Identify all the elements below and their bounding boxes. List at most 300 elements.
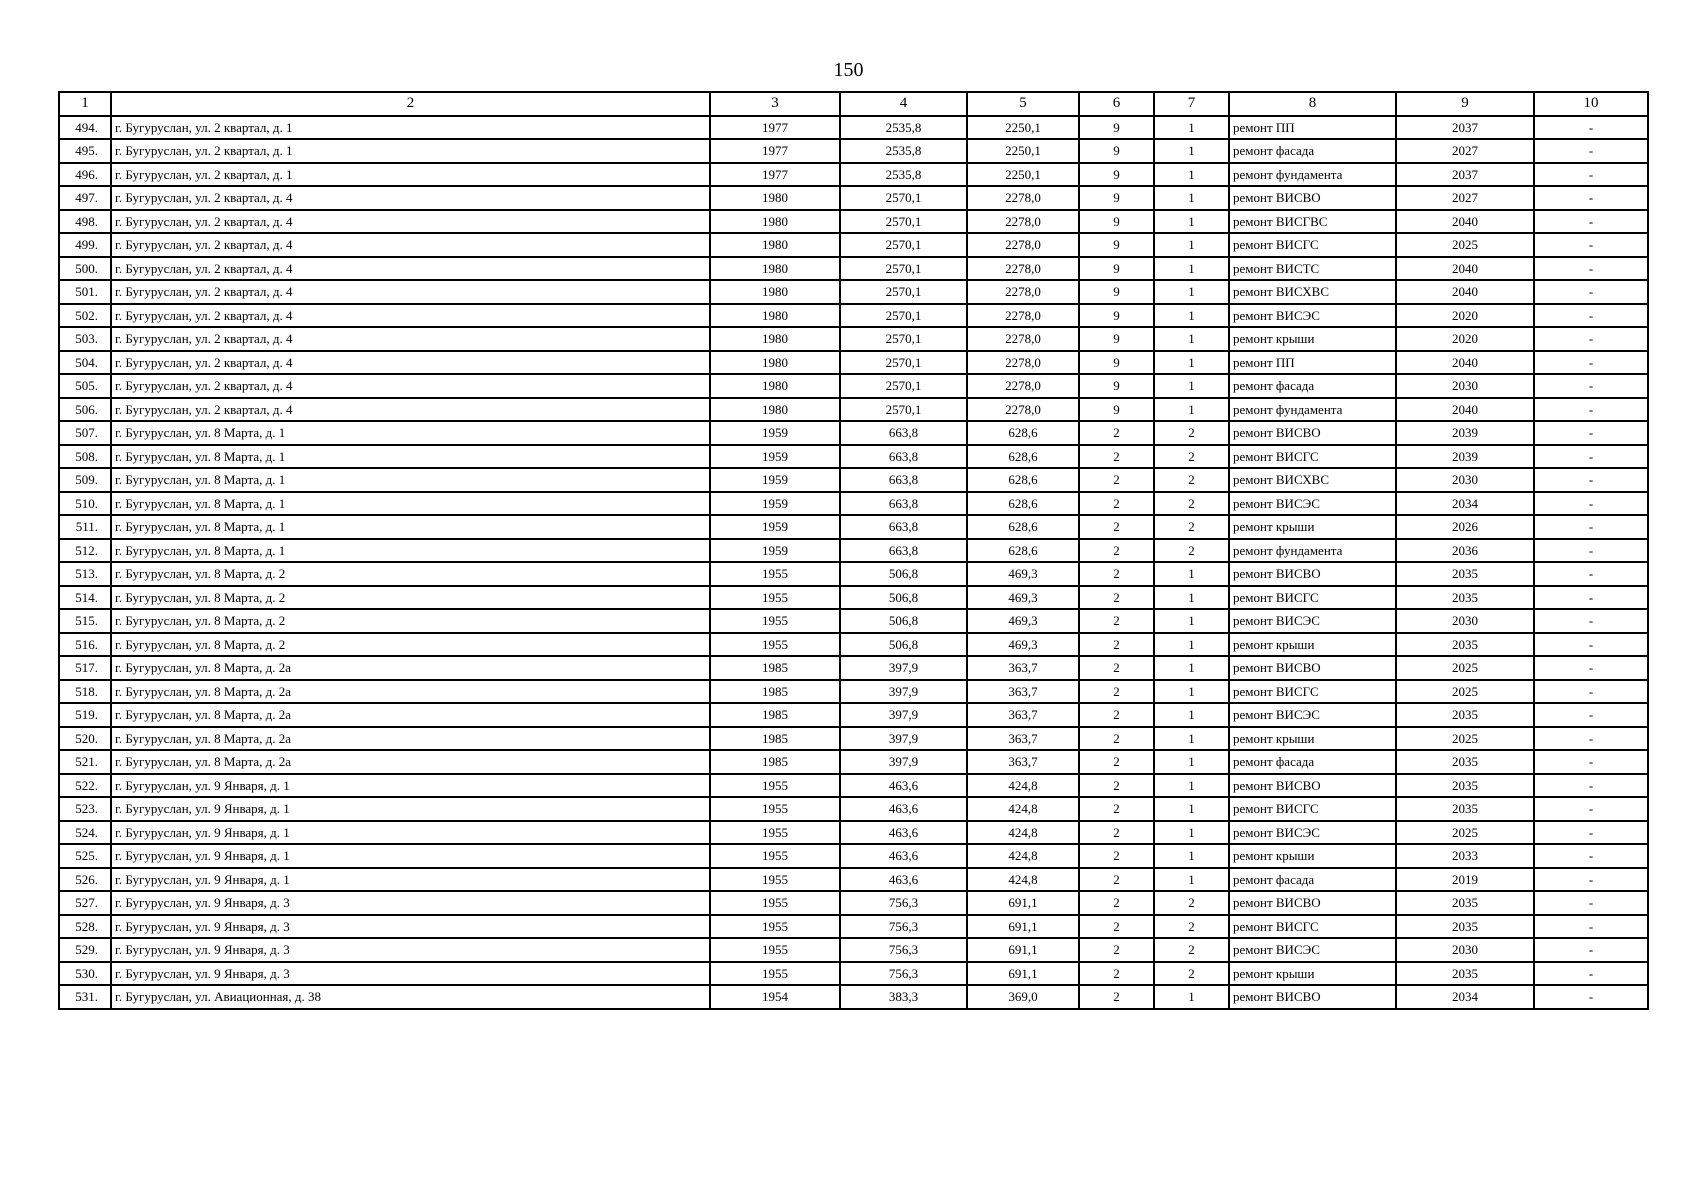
cell-living-area: 2250,1 [967,139,1079,163]
cell-row-number: 505. [59,374,111,398]
table-row [59,891,1648,915]
cell-planned-year: 2040 [1396,280,1534,304]
cell-total-area: 506,8 [840,609,967,633]
cell-address: г. Бугуруслан, ул. 8 Марта, д. 1 [111,421,710,445]
cell-address: г. Бугуруслан, ул. 8 Марта, д. 1 [111,468,710,492]
cell-year-built: 1959 [710,492,840,516]
cell-address: г. Бугуруслан, ул. 2 квартал, д. 4 [111,233,710,257]
table-row [59,210,1648,234]
cell-address: г. Бугуруслан, ул. 8 Марта, д. 2а [111,703,710,727]
table-row [59,586,1648,610]
cell-note: - [1534,985,1648,1009]
cell-living-area: 2278,0 [967,327,1079,351]
cell-year-built: 1954 [710,985,840,1009]
cell-planned-year: 2036 [1396,539,1534,563]
cell-entrances: 1 [1154,727,1229,751]
cell-planned-year: 2033 [1396,844,1534,868]
table-row [59,233,1648,257]
cell-note: - [1534,186,1648,210]
cell-total-area: 2570,1 [840,186,967,210]
table-header [59,92,1648,116]
cell-year-built: 1980 [710,327,840,351]
cell-entrances: 1 [1154,703,1229,727]
cell-planned-year: 2025 [1396,680,1534,704]
cell-address: г. Бугуруслан, ул. 9 Января, д. 3 [111,891,710,915]
cell-note: - [1534,468,1648,492]
cell-work-type: ремонт ВИСЭС [1229,304,1396,328]
cell-planned-year: 2037 [1396,163,1534,187]
table-row [59,703,1648,727]
cell-row-number: 518. [59,680,111,704]
cell-living-area: 2278,0 [967,186,1079,210]
cell-address: г. Бугуруслан, ул. 2 квартал, д. 4 [111,210,710,234]
cell-total-area: 506,8 [840,562,967,586]
cell-total-area: 463,6 [840,868,967,892]
table-row [59,492,1648,516]
cell-planned-year: 2040 [1396,398,1534,422]
header-cell: 4 [840,92,967,116]
cell-address: г. Бугуруслан, ул. 8 Марта, д. 2а [111,680,710,704]
cell-row-number: 494. [59,116,111,140]
cell-address: г. Бугуруслан, ул. 2 квартал, д. 4 [111,374,710,398]
cell-living-area: 628,6 [967,421,1079,445]
cell-year-built: 1955 [710,938,840,962]
cell-row-number: 503. [59,327,111,351]
cell-living-area: 2278,0 [967,398,1079,422]
cell-total-area: 2570,1 [840,327,967,351]
cell-entrances: 1 [1154,280,1229,304]
cell-work-type: ремонт ПП [1229,351,1396,375]
cell-total-area: 383,3 [840,985,967,1009]
table-row [59,257,1648,281]
cell-floors: 2 [1079,703,1154,727]
cell-year-built: 1955 [710,586,840,610]
table-row [59,938,1648,962]
cell-living-area: 424,8 [967,774,1079,798]
table-row [59,821,1648,845]
cell-work-type: ремонт крыши [1229,962,1396,986]
table-row [59,139,1648,163]
cell-note: - [1534,844,1648,868]
cell-row-number: 527. [59,891,111,915]
cell-year-built: 1985 [710,703,840,727]
cell-entrances: 2 [1154,539,1229,563]
cell-entrances: 1 [1154,398,1229,422]
cell-total-area: 2570,1 [840,351,967,375]
header-cell: 2 [111,92,710,116]
cell-row-number: 508. [59,445,111,469]
cell-entrances: 1 [1154,186,1229,210]
cell-year-built: 1955 [710,891,840,915]
cell-year-built: 1977 [710,163,840,187]
cell-living-area: 2278,0 [967,210,1079,234]
cell-note: - [1534,586,1648,610]
cell-work-type: ремонт ВИСЭС [1229,821,1396,845]
cell-living-area: 628,6 [967,515,1079,539]
cell-note: - [1534,938,1648,962]
cell-entrances: 1 [1154,797,1229,821]
cell-floors: 2 [1079,633,1154,657]
cell-address: г. Бугуруслан, ул. 8 Марта, д. 2а [111,750,710,774]
cell-living-area: 2278,0 [967,374,1079,398]
table-row [59,633,1648,657]
page-number: 150 [833,59,864,81]
cell-planned-year: 2035 [1396,703,1534,727]
cell-planned-year: 2035 [1396,750,1534,774]
cell-total-area: 663,8 [840,468,967,492]
cell-row-number: 498. [59,210,111,234]
cell-year-built: 1955 [710,562,840,586]
cell-year-built: 1980 [710,398,840,422]
cell-entrances: 2 [1154,938,1229,962]
cell-work-type: ремонт ВИСГС [1229,233,1396,257]
cell-total-area: 2570,1 [840,257,967,281]
cell-address: г. Бугуруслан, ул. 2 квартал, д. 1 [111,116,710,140]
cell-floors: 2 [1079,915,1154,939]
header-cell: 5 [967,92,1079,116]
cell-address: г. Бугуруслан, ул. 9 Января, д. 1 [111,774,710,798]
cell-year-built: 1980 [710,210,840,234]
cell-entrances: 1 [1154,304,1229,328]
table-row [59,797,1648,821]
cell-total-area: 2570,1 [840,210,967,234]
cell-living-area: 691,1 [967,938,1079,962]
cell-entrances: 1 [1154,351,1229,375]
cell-address: г. Бугуруслан, ул. 8 Марта, д. 2а [111,656,710,680]
cell-year-built: 1980 [710,257,840,281]
cell-living-area: 691,1 [967,891,1079,915]
cell-entrances: 2 [1154,492,1229,516]
cell-floors: 2 [1079,586,1154,610]
cell-note: - [1534,703,1648,727]
cell-year-built: 1985 [710,750,840,774]
cell-floors: 2 [1079,962,1154,986]
cell-note: - [1534,727,1648,751]
table-row [59,398,1648,422]
cell-work-type: ремонт фасада [1229,868,1396,892]
cell-floors: 9 [1079,398,1154,422]
cell-living-area: 469,3 [967,633,1079,657]
cell-entrances: 1 [1154,586,1229,610]
cell-planned-year: 2020 [1396,304,1534,328]
cell-total-area: 663,8 [840,421,967,445]
cell-year-built: 1985 [710,727,840,751]
cell-entrances: 1 [1154,868,1229,892]
cell-work-type: ремонт крыши [1229,633,1396,657]
cell-planned-year: 2027 [1396,186,1534,210]
cell-address: г. Бугуруслан, ул. 2 квартал, д. 1 [111,139,710,163]
cell-row-number: 529. [59,938,111,962]
cell-living-area: 469,3 [967,586,1079,610]
cell-total-area: 2535,8 [840,163,967,187]
cell-floors: 2 [1079,515,1154,539]
cell-floors: 2 [1079,938,1154,962]
cell-row-number: 525. [59,844,111,868]
cell-total-area: 663,8 [840,539,967,563]
cell-address: г. Бугуруслан, ул. 8 Марта, д. 2 [111,562,710,586]
cell-work-type: ремонт ВИСТС [1229,257,1396,281]
cell-floors: 9 [1079,327,1154,351]
cell-work-type: ремонт ВИСХВС [1229,468,1396,492]
cell-note: - [1534,797,1648,821]
cell-planned-year: 2035 [1396,586,1534,610]
cell-planned-year: 2027 [1396,139,1534,163]
cell-work-type: ремонт крыши [1229,844,1396,868]
cell-planned-year: 2039 [1396,445,1534,469]
cell-living-area: 424,8 [967,868,1079,892]
cell-living-area: 424,8 [967,797,1079,821]
header-cell: 3 [710,92,840,116]
cell-work-type: ремонт крыши [1229,727,1396,751]
cell-note: - [1534,492,1648,516]
cell-floors: 2 [1079,680,1154,704]
cell-address: г. Бугуруслан, ул. 2 квартал, д. 4 [111,304,710,328]
cell-living-area: 2278,0 [967,351,1079,375]
cell-note: - [1534,868,1648,892]
cell-planned-year: 2030 [1396,374,1534,398]
cell-address: г. Бугуруслан, ул. 2 квартал, д. 4 [111,257,710,281]
cell-row-number: 526. [59,868,111,892]
cell-row-number: 499. [59,233,111,257]
cell-entrances: 1 [1154,821,1229,845]
cell-entrances: 2 [1154,445,1229,469]
cell-entrances: 1 [1154,163,1229,187]
cell-floors: 9 [1079,163,1154,187]
cell-work-type: ремонт ВИСЭС [1229,938,1396,962]
cell-floors: 9 [1079,116,1154,140]
cell-note: - [1534,374,1648,398]
cell-work-type: ремонт ВИСВО [1229,562,1396,586]
cell-year-built: 1955 [710,797,840,821]
header-cell: 8 [1229,92,1396,116]
cell-note: - [1534,163,1648,187]
cell-floors: 9 [1079,210,1154,234]
cell-note: - [1534,656,1648,680]
cell-note: - [1534,304,1648,328]
cell-note: - [1534,821,1648,845]
cell-address: г. Бугуруслан, ул. 9 Января, д. 1 [111,844,710,868]
cell-year-built: 1959 [710,421,840,445]
table-row [59,962,1648,986]
cell-address: г. Бугуруслан, ул. 8 Марта, д. 1 [111,445,710,469]
cell-floors: 2 [1079,492,1154,516]
header-row [59,92,1648,116]
cell-year-built: 1977 [710,139,840,163]
cell-total-area: 663,8 [840,445,967,469]
cell-year-built: 1955 [710,868,840,892]
cell-planned-year: 2035 [1396,891,1534,915]
cell-planned-year: 2034 [1396,492,1534,516]
table-row [59,750,1648,774]
cell-work-type: ремонт ВИСВО [1229,891,1396,915]
cell-entrances: 2 [1154,915,1229,939]
cell-year-built: 1955 [710,774,840,798]
cell-planned-year: 2030 [1396,938,1534,962]
table-row [59,186,1648,210]
cell-planned-year: 2030 [1396,609,1534,633]
cell-total-area: 397,9 [840,750,967,774]
table-row [59,116,1648,140]
cell-planned-year: 2037 [1396,116,1534,140]
cell-row-number: 514. [59,586,111,610]
cell-living-area: 369,0 [967,985,1079,1009]
table-row [59,609,1648,633]
cell-living-area: 363,7 [967,680,1079,704]
cell-total-area: 2570,1 [840,398,967,422]
cell-planned-year: 2025 [1396,656,1534,680]
cell-planned-year: 2035 [1396,962,1534,986]
cell-row-number: 495. [59,139,111,163]
cell-total-area: 663,8 [840,492,967,516]
cell-entrances: 1 [1154,633,1229,657]
cell-planned-year: 2035 [1396,562,1534,586]
cell-floors: 9 [1079,280,1154,304]
table-row [59,562,1648,586]
cell-note: - [1534,351,1648,375]
cell-floors: 2 [1079,539,1154,563]
cell-floors: 2 [1079,821,1154,845]
cell-total-area: 463,6 [840,821,967,845]
cell-floors: 9 [1079,139,1154,163]
cell-work-type: ремонт фундамента [1229,163,1396,187]
cell-row-number: 531. [59,985,111,1009]
cell-planned-year: 2019 [1396,868,1534,892]
cell-floors: 2 [1079,727,1154,751]
cell-address: г. Бугуруслан, ул. 9 Января, д. 1 [111,797,710,821]
table-row [59,163,1648,187]
cell-living-area: 363,7 [967,750,1079,774]
cell-floors: 2 [1079,985,1154,1009]
cell-year-built: 1980 [710,374,840,398]
cell-living-area: 424,8 [967,844,1079,868]
cell-address: г. Бугуруслан, ул. 2 квартал, д. 4 [111,398,710,422]
cell-work-type: ремонт ВИСГС [1229,797,1396,821]
cell-planned-year: 2035 [1396,797,1534,821]
cell-work-type: ремонт ВИСВО [1229,774,1396,798]
cell-work-type: ремонт ВИСВО [1229,186,1396,210]
cell-row-number: 501. [59,280,111,304]
cell-work-type: ремонт ВИСЭС [1229,492,1396,516]
cell-floors: 2 [1079,891,1154,915]
cell-total-area: 463,6 [840,844,967,868]
cell-entrances: 1 [1154,562,1229,586]
cell-planned-year: 2030 [1396,468,1534,492]
cell-planned-year: 2040 [1396,257,1534,281]
cell-work-type: ремонт фасада [1229,139,1396,163]
cell-row-number: 517. [59,656,111,680]
cell-work-type: ремонт фасада [1229,374,1396,398]
cell-entrances: 1 [1154,680,1229,704]
cell-address: г. Бугуруслан, ул. 9 Января, д. 3 [111,915,710,939]
cell-address: г. Бугуруслан, ул. 9 Января, д. 1 [111,868,710,892]
header-cell: 7 [1154,92,1229,116]
cell-planned-year: 2025 [1396,233,1534,257]
cell-row-number: 502. [59,304,111,328]
cell-work-type: ремонт крыши [1229,327,1396,351]
cell-note: - [1534,445,1648,469]
cell-entrances: 1 [1154,116,1229,140]
cell-entrances: 2 [1154,962,1229,986]
cell-work-type: ремонт ВИСВО [1229,656,1396,680]
cell-living-area: 363,7 [967,656,1079,680]
cell-year-built: 1980 [710,233,840,257]
cell-living-area: 2278,0 [967,233,1079,257]
table-row [59,985,1648,1009]
cell-year-built: 1977 [710,116,840,140]
cell-floors: 9 [1079,351,1154,375]
cell-entrances: 2 [1154,421,1229,445]
cell-note: - [1534,116,1648,140]
header-cell: 9 [1396,92,1534,116]
cell-note: - [1534,680,1648,704]
table-row [59,680,1648,704]
cell-row-number: 496. [59,163,111,187]
cell-entrances: 1 [1154,374,1229,398]
cell-living-area: 469,3 [967,609,1079,633]
cell-entrances: 1 [1154,257,1229,281]
cell-living-area: 628,6 [967,539,1079,563]
cell-year-built: 1959 [710,539,840,563]
cell-year-built: 1955 [710,844,840,868]
cell-living-area: 691,1 [967,915,1079,939]
cell-floors: 2 [1079,750,1154,774]
cell-entrances: 1 [1154,609,1229,633]
cell-note: - [1534,774,1648,798]
cell-work-type: ремонт ВИСЭС [1229,609,1396,633]
cell-living-area: 2250,1 [967,163,1079,187]
table-row [59,515,1648,539]
cell-year-built: 1955 [710,609,840,633]
cell-address: г. Бугуруслан, ул. 9 Января, д. 1 [111,821,710,845]
cell-row-number: 504. [59,351,111,375]
cell-row-number: 513. [59,562,111,586]
cell-floors: 2 [1079,562,1154,586]
cell-entrances: 1 [1154,774,1229,798]
cell-living-area: 2278,0 [967,304,1079,328]
cell-entrances: 1 [1154,327,1229,351]
cell-address: г. Бугуруслан, ул. 2 квартал, д. 4 [111,327,710,351]
cell-year-built: 1985 [710,656,840,680]
cell-note: - [1534,327,1648,351]
cell-total-area: 663,8 [840,515,967,539]
cell-planned-year: 2034 [1396,985,1534,1009]
cell-total-area: 756,3 [840,891,967,915]
table-row [59,656,1648,680]
table-row [59,868,1648,892]
cell-living-area: 691,1 [967,962,1079,986]
cell-year-built: 1980 [710,280,840,304]
cell-address: г. Бугуруслан, ул. 2 квартал, д. 4 [111,351,710,375]
cell-planned-year: 2035 [1396,915,1534,939]
cell-living-area: 2278,0 [967,280,1079,304]
header-cell: 10 [1534,92,1648,116]
cell-entrances: 1 [1154,233,1229,257]
cell-row-number: 507. [59,421,111,445]
cell-address: г. Бугуруслан, ул. 8 Марта, д. 2 [111,586,710,610]
cell-entrances: 1 [1154,656,1229,680]
cell-year-built: 1959 [710,515,840,539]
cell-floors: 2 [1079,468,1154,492]
cell-row-number: 520. [59,727,111,751]
cell-work-type: ремонт фасада [1229,750,1396,774]
cell-row-number: 516. [59,633,111,657]
cell-total-area: 756,3 [840,915,967,939]
cell-entrances: 2 [1154,891,1229,915]
cell-year-built: 1959 [710,468,840,492]
cell-work-type: ремонт ВИСХВС [1229,280,1396,304]
cell-total-area: 2570,1 [840,233,967,257]
cell-work-type: ремонт фундамента [1229,539,1396,563]
